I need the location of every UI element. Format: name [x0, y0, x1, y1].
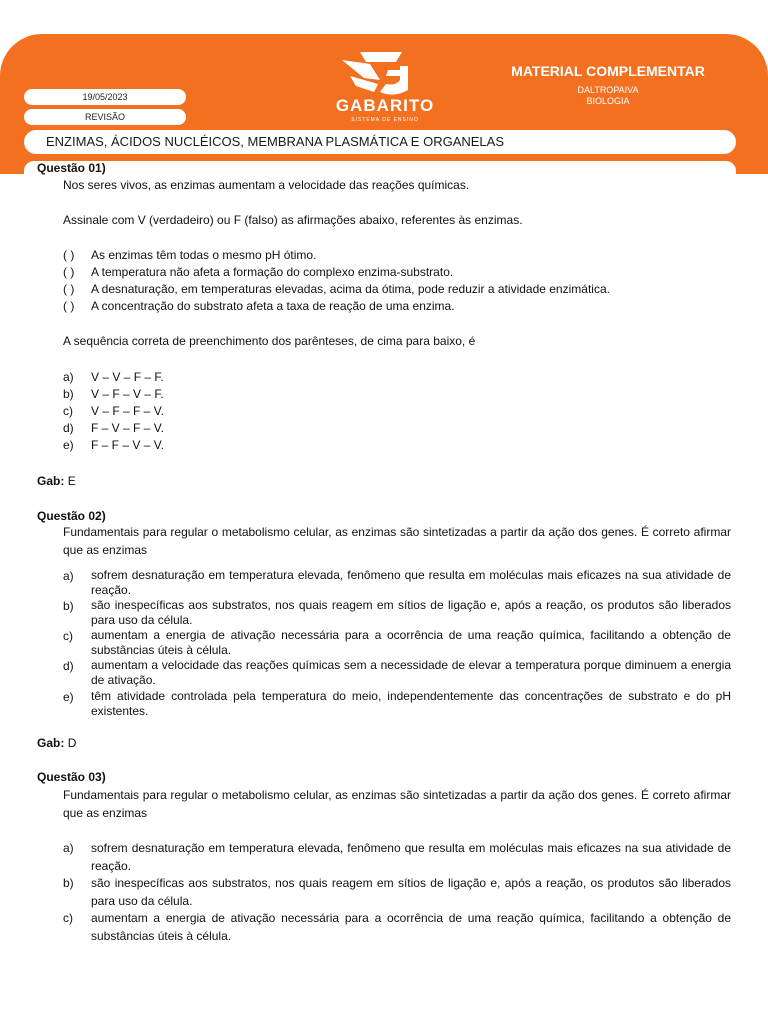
- option-text: têm atividade controlada pela temperatura do meio, independentemente das concentrações de substrato e do pH existentes.: [91, 689, 731, 718]
- option-text: F – V – F – V.: [91, 421, 164, 435]
- question-1-instruction: Assinale com V (verdadeiro) ou F (falso) as afirmações abaixo, referentes às enzimas.: [63, 213, 523, 227]
- option-letter: a): [63, 370, 74, 384]
- doc-title: MATERIAL COMPLEMENTAR: [511, 63, 705, 79]
- option-text: aumentam a energia de ativação necessária para a ocorrência de uma reação química, facilitando a obtenção de substâncias úteis à célula.: [91, 911, 731, 943]
- logo-name: GABARITO: [335, 96, 435, 115]
- answer-key-2: [37, 735, 76, 753]
- question-2-title: Questão 02): [37, 509, 106, 523]
- question-3-title: Questão 03): [37, 770, 106, 784]
- option-letter: c): [63, 404, 73, 418]
- option-text: são inespecíficas aos substratos, nos quais reagem em sítios de ligação e, após a reação, os produtos são liberados para uso da célula.: [91, 598, 731, 627]
- statement-paren: ( ): [63, 265, 75, 279]
- question-2-intro: Fundamentais para regular o metabolismo celular, as enzimas são sintetizadas a partir da ação dos genes. É correto afirmar que as enzimas: [63, 525, 731, 557]
- logo-subtitle: SISTEMA DE ENSINO: [351, 117, 419, 123]
- option-letter: c): [63, 629, 73, 643]
- statement-2: A temperatura não afeta a formação do complexo enzima-substrato.: [91, 265, 454, 279]
- option-text: sofrem desnaturação em temperatura elevada, fenômeno que resulta em moléculas mais eficazes na sua atividade de reação.: [91, 568, 731, 597]
- content-top-edge: [24, 161, 736, 175]
- option-text: sofrem desnaturação em temperatura elevada, fenômeno que resulta em moléculas mais eficazes na sua atividade de reação.: [91, 841, 731, 873]
- answer-label: Gab:: [37, 474, 65, 488]
- option-letter: a): [63, 841, 74, 855]
- option-letter: d): [63, 421, 74, 435]
- logo-mark-icon: [320, 42, 450, 98]
- option-text: F – F – V – V.: [91, 438, 164, 452]
- page-header: [0, 34, 768, 174]
- question-1-prompt: A sequência correta de preenchimento dos parênteses, de cima para baixo, é: [63, 334, 476, 348]
- date-pill: 19/05/2023: [24, 89, 186, 105]
- option-letter: b): [63, 387, 74, 401]
- option-text: são inespecíficas aos substratos, nos quais reagem em sítios de ligação e, após a reação, os produtos são liberados para uso da célula.: [91, 876, 731, 908]
- option-letter: c): [63, 911, 73, 925]
- question-1-title: Questão 01): [37, 161, 106, 175]
- answer-value: E: [67, 474, 76, 488]
- question-3-intro: Fundamentais para regular o metabolismo celular, as enzimas são sintetizadas a partir da ação dos genes. É correto afirmar que as enzimas: [63, 788, 731, 820]
- statement-3: A desnaturação, em temperaturas elevadas, acima da ótima, pode reduzir a atividade enzimática.: [91, 282, 610, 296]
- answer-key-1: [37, 473, 76, 491]
- type-pill: REVISÃO: [24, 109, 186, 125]
- topic-pill: ENZIMAS, ÁCIDOS NUCLÉICOS, MEMBRANA PLASMÁTICA E ORGANELAS: [24, 130, 736, 154]
- answer-value: D: [67, 736, 77, 750]
- author-name: DALTROPAIVA: [577, 85, 639, 95]
- answer-label: Gab:: [37, 736, 65, 750]
- option-text: V – F – F – V.: [91, 404, 164, 418]
- option-letter: d): [63, 659, 74, 673]
- option-letter: e): [63, 690, 74, 704]
- statement-paren: ( ): [63, 282, 75, 296]
- option-letter: b): [63, 599, 74, 613]
- option-letter: b): [63, 876, 74, 890]
- option-text: aumentam a energia de ativação necessária para a ocorrência de uma reação química, facilitando a obtenção de substâncias úteis à célula.: [91, 628, 731, 657]
- option-text: V – F – V – F.: [91, 387, 164, 401]
- statement-paren: ( ): [63, 299, 75, 313]
- statement-4: A concentração do substrato afeta a taxa de reação de uma enzima.: [91, 299, 455, 313]
- gabarito-logo: [320, 42, 450, 132]
- option-text: V – V – F – F.: [91, 370, 164, 384]
- statement-1: As enzimas têm todas o mesmo pH ótimo.: [91, 248, 317, 262]
- option-text: aumentam a velocidade das reações químicas sem a necessidade de elevar a temperatura porque diminuem a energia de ativação.: [91, 658, 731, 687]
- subject-name: BIOLOGIA: [586, 96, 630, 106]
- statement-paren: ( ): [63, 248, 75, 262]
- question-1-intro: Nos seres vivos, as enzimas aumentam a velocidade das reações químicas.: [63, 178, 470, 192]
- option-letter: a): [63, 569, 74, 583]
- option-letter: e): [63, 438, 74, 452]
